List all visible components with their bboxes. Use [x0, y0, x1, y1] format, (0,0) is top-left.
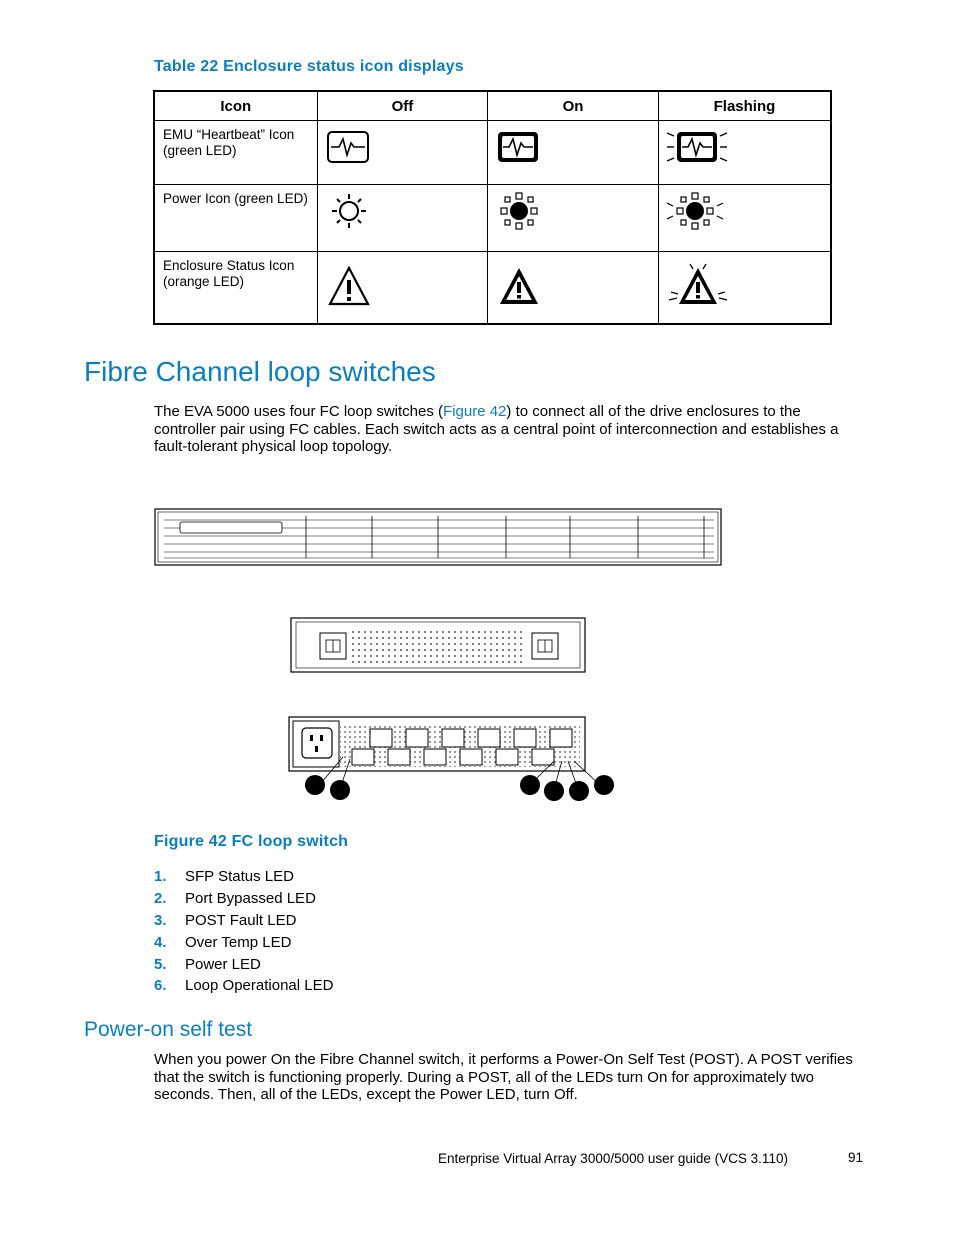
enclosure-status-table — [153, 90, 832, 325]
header-off: Off — [317, 91, 488, 121]
page-number: 91 — [848, 1150, 864, 1165]
intro-text-start: The EVA 5000 uses four FC loop switches ( — [154, 403, 444, 420]
switch-front-view-illustration — [290, 617, 590, 675]
subsection-title: Power-on self test — [84, 1018, 253, 1041]
table-row — [154, 252, 831, 324]
post-paragraph: When you power On the Fibre Channel switch, it performs a Power-On Self Test (POST). A POST verifies that the switch is functioning properly. During a POST, all of the LEDs turn On for approximately two seconds. Then, all of the LEDs, except the Power LED, turn Off. — [154, 1051, 853, 1103]
switch-rear-view-illustration — [288, 715, 618, 803]
intro-paragraph — [154, 403, 854, 456]
row-label: Enclosure Status Icon (orange LED) — [154, 252, 317, 324]
warning-triangle-on-icon — [494, 258, 544, 308]
figure-42-link[interactable]: Figure 42 — [443, 403, 507, 420]
row-label: EMU “Heartbeat” Icon (green LED) — [154, 121, 317, 185]
table-caption: Table 22 Enclosure status icon displays — [154, 58, 464, 75]
header-on: On — [488, 91, 659, 121]
list-item: 4. Over Temp LED — [154, 933, 292, 951]
table-row — [154, 121, 831, 185]
intro-text-end: ) to connect all of the drive enclosures to the controller pair using FC cables. Each switch acts as a central point of interconnection and establishes a fault-tolerant physical loop topology. — [154, 403, 839, 455]
callout-1-marker — [305, 775, 325, 795]
section-title: Fibre Channel loop switches — [84, 356, 436, 387]
callout-4-marker — [544, 781, 564, 801]
header-flashing: Flashing — [658, 91, 831, 121]
power-sun-icon — [324, 191, 374, 235]
list-item: 6. Loop Operational LED — [154, 977, 334, 995]
figure-caption: Figure 42 FC loop switch — [154, 833, 349, 850]
list-item: 5. Power LED — [154, 955, 261, 973]
row-label: Power Icon (green LED) — [154, 185, 317, 252]
callout-legend — [154, 866, 333, 997]
list-item: 1. SFP Status LED — [154, 868, 294, 885]
list-item: 2. Port Bypassed LED — [154, 889, 316, 907]
power-sun-flashing-icon — [665, 191, 725, 235]
heartbeat-monitor-flashing-icon — [665, 127, 729, 167]
callout-6-marker — [594, 775, 614, 795]
header-icon: Icon — [154, 91, 317, 121]
heartbeat-monitor-icon — [324, 127, 374, 167]
footer-guide-title: Enterprise Virtual Array 3000/5000 user guide (VCS 3.110) — [438, 1151, 788, 1166]
switch-top-view-illustration — [154, 508, 724, 568]
power-sun-on-icon — [494, 191, 544, 235]
callout-2-marker — [330, 780, 350, 800]
list-item: 3. POST Fault LED — [154, 911, 297, 929]
warning-triangle-icon — [324, 258, 374, 308]
callout-5-marker — [569, 781, 589, 801]
warning-triangle-flashing-icon — [665, 258, 731, 308]
heartbeat-monitor-on-icon — [494, 127, 544, 167]
table-header-row — [154, 91, 831, 121]
callout-3-marker — [520, 775, 540, 795]
table-row — [154, 185, 831, 252]
